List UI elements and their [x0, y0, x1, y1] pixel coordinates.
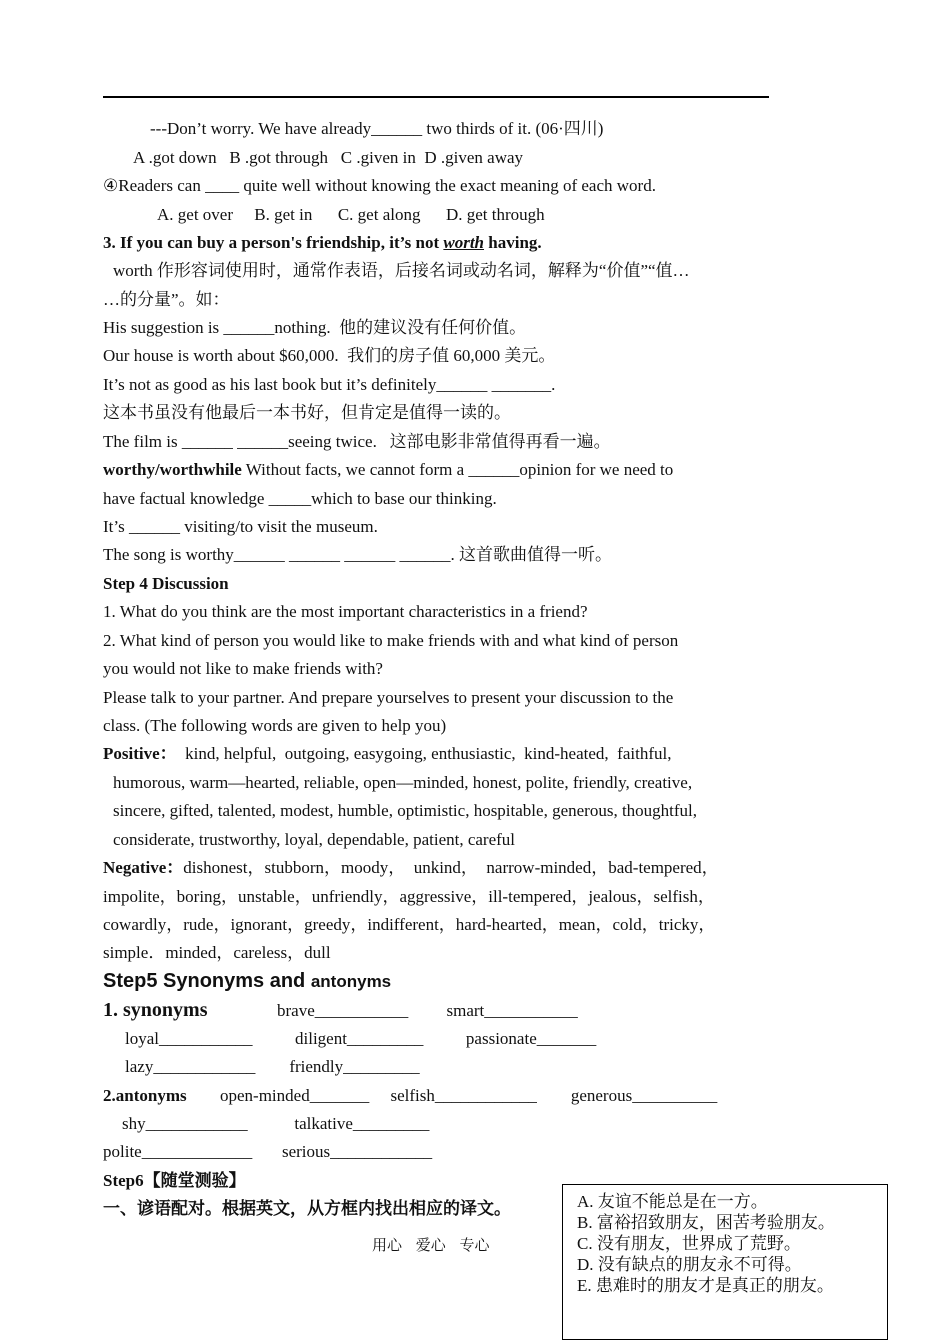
- example-line: Our house is worth about $60,000. 我们的房子值 60,000 美元。: [103, 346, 556, 365]
- options-line: A. get over B. get in C. get along D. get through: [157, 205, 545, 224]
- example-line: The film is ______ ______seeing twice. 这部电影非常值得再看一遍。: [103, 432, 611, 451]
- step4-heading: Step 4 Discussion: [103, 574, 229, 593]
- synonyms-row: lazy____________ friendly_________: [125, 1057, 420, 1076]
- translation-option: D. 没有缺点的朋友永不可得。: [577, 1255, 802, 1274]
- positive-words: Positive： kind, helpful, outgoing, easygoing, enthusiastic, kind-heated, faithful,: [103, 744, 672, 763]
- task-instruction: 一、谚语配对。根据英文，从方框内找出相应的译文。: [103, 1199, 511, 1218]
- negative-words: simple．minded，careless，dull: [103, 943, 331, 962]
- example-line: It’s not as good as his last book but it’s definitely______ _______.: [103, 375, 556, 394]
- example-line: have factual knowledge _____which to base our thinking.: [103, 489, 497, 508]
- negative-words: cowardly，rude，ignorant，greedy，indifferent，hard-hearted，mean，cold，tricky，: [103, 915, 716, 934]
- header-rule: [103, 96, 769, 98]
- antonyms-row: open-minded_______ selfish____________ generous__________: [220, 1086, 718, 1105]
- example-line: His suggestion is ______nothing. 他的建议没有任何价值。: [103, 318, 527, 337]
- synonyms-row: 1. synonyms: [103, 999, 208, 1021]
- question-line: ---Don’t worry. We have already______ two thirds of it. (06·四川): [150, 119, 604, 138]
- antonyms-row: shy____________ talkative_________: [122, 1114, 430, 1133]
- question-line: ④Readers can ____ quite well without knowing the exact meaning of each word.: [103, 176, 656, 195]
- explanation-line: …的分量”。如：: [103, 290, 230, 309]
- footer-motto: 用心 爱心 专心: [372, 1238, 490, 1254]
- section-heading-3: 3. If you can buy a person's friendship, it’s not worth having.: [103, 233, 542, 252]
- translation-option: A. 友谊不能总是在一方。: [577, 1192, 768, 1211]
- explanation-line: worth 作形容词使用时，通常作表语，后接名词或动名词，解释为“价值”“值…: [113, 261, 690, 280]
- synonyms-row: loyal___________ diligent_________ passionate_______: [125, 1029, 597, 1048]
- positive-words: sincere, gifted, talented, modest, humble, optimistic, hospitable, generous, thoughtful,: [113, 801, 698, 820]
- negative-words: impolite，boring，unstable，unfriendly，aggressive，ill-tempered，jealous，selfish，: [103, 887, 715, 906]
- discussion-question: 2. What kind of person you would like to make friends with and what kind of person: [103, 631, 679, 650]
- synonyms-row: brave___________ smart___________: [277, 1001, 578, 1020]
- negative-words: Negative：dishonest，stubborn，moody， unkind， narrow-minded，bad-tempered，: [103, 858, 719, 877]
- example-line: worthy/worthwhile Without facts, we cannot form a ______opinion for we need to: [103, 460, 674, 479]
- example-line: The song is worthy______ ______ ______ ______. 这首歌曲值得一听。: [103, 545, 613, 564]
- positive-words: considerate, trustworthy, loyal, dependable, patient, careful: [113, 830, 516, 849]
- example-line: 这本书虽没有他最后一本书好，但肯定是值得一读的。: [103, 403, 511, 422]
- translation-option: C. 没有朋友，世界成了荒野。: [577, 1234, 801, 1253]
- instruction-line: class. (The following words are given to help you): [103, 716, 447, 735]
- example-line: It’s ______ visiting/to visit the museum.: [103, 517, 378, 536]
- discussion-question: you would not like to make friends with?: [103, 659, 383, 678]
- antonyms-row: polite_____________ serious____________: [103, 1142, 433, 1161]
- step5-heading: Step5 Synonyms and antonyms: [103, 970, 392, 992]
- antonyms-label: 2.antonyms: [103, 1086, 187, 1105]
- positive-words: humorous, warm—hearted, reliable, open—minded, honest, polite, friendly, creative,: [113, 773, 693, 792]
- translation-box: [562, 1184, 888, 1340]
- translation-option: E. 患难时的朋友才是真正的朋友。: [577, 1276, 834, 1295]
- instruction-line: Please talk to your partner. And prepare yourselves to present your discussion to the: [103, 688, 674, 707]
- step6-heading: Step6【随堂测验】: [103, 1171, 246, 1190]
- translation-option: B. 富裕招致朋友，困苦考验朋友。: [577, 1213, 835, 1232]
- options-line: A .got down B .got through C .given in D .given away: [133, 148, 524, 167]
- emphasized-word: worth: [443, 233, 485, 252]
- discussion-question: 1. What do you think are the most important characteristics in a friend?: [103, 602, 588, 621]
